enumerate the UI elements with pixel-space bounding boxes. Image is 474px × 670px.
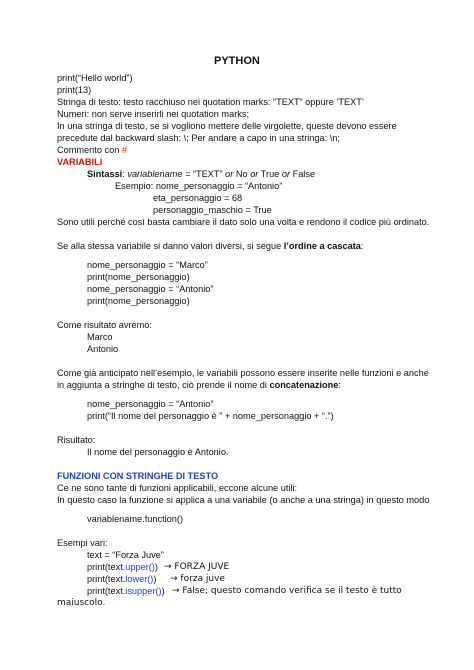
code-line-3: nome_personaggio = “Antonio” [87,284,214,294]
concat-bold: concatenazione [269,380,339,390]
cascade-line [57,240,363,252]
funzioni-line-1: Ce ne sono tante di funzioni applicabili, eccone alcune utili: [57,483,298,493]
intro-line-4: Numeri: non serve inserirli nei quotation marks; [57,109,249,119]
isupper-prefix: print(text. [87,586,126,596]
syntax-false: False [290,169,316,179]
lower-method: lower() [125,574,154,584]
risultato-text: Il nome del personaggio è Antonio. [87,447,229,457]
concat-line-2 [57,379,341,391]
funzioni-line-2: In questo caso la funzione si applica a una variabile (o anche a una stringa) in questo modo [57,495,430,505]
example-text-assign: text = “Forza Juve” [87,550,164,560]
cascade-bold: l’ordine a cascata [283,241,361,251]
lower-suffix: ) [153,574,157,584]
intro-line-7 [57,144,127,156]
heading-funzioni: FUNZIONI CON STRINGHE DI TESTO [57,471,219,481]
heading-variabili: VARIABILI [57,157,103,167]
upper-prefix: print(text. [87,562,126,572]
intro-line-2: print(13) [57,85,92,95]
risultato-label: Risultato: [57,435,96,445]
concat-colon: : [338,380,341,390]
concat-text: in aggiunta a stringhe di testo, ciò prende il nome di [57,380,270,390]
syntax-or-3: or [281,169,291,179]
intro-line-3: Stringa di testo: testo racchiuso nei quotation marks: “TEXT” oppure ‘TEXT’ [57,97,364,107]
code-line-6: print(“Il nome del personaggio è ” + nome_personaggio + “.”) [87,411,334,421]
examples-label: Esempi vari: [57,538,108,548]
lower-prefix: print(text. [87,574,126,584]
syntax-or-2: or [250,169,259,179]
example-isupper-result: → False; questo comando verifica se il testo è tutto [172,586,402,596]
example-line-1: Esempio: nome_personaggio = “Antonio” [115,181,283,191]
intro-line-1: print(“Hello world”) [57,73,133,83]
variables-note: Sono utili perché così basta cambiare il dato solo una volta e rendono il codice più ordinato. [57,217,430,227]
syntax-line [87,168,315,180]
cascade-colon: : [360,241,364,251]
code-line-4: print(nome_personaggio) [87,296,190,306]
function-syntax-code: variablename.function() [87,514,184,524]
syntax-label: Sintassi [87,169,123,179]
isupper-suffix: ) [161,586,165,596]
upper-suffix: ) [154,562,158,572]
syntax-sep: : [122,169,128,179]
isupper-method: isupper() [125,586,162,596]
syntax-no: No [235,169,251,179]
result-value-2: Antonio [87,344,119,354]
example-lower [87,573,156,585]
example-upper [87,561,158,573]
example-lower-result: → forza juve [170,574,225,584]
syntax-eq: = “TEXT” [182,169,223,179]
page-title: PYTHON [214,55,260,67]
syntax-true: True [258,169,282,179]
syntax-var: variablename [127,169,183,179]
example-line-3: personaggio_maschio = True [153,205,272,215]
code-line-5: nome_personaggio = “Antonio” [87,399,214,409]
upper-method: upper() [125,562,155,572]
code-line-1: nome_personaggio = “Marco” [87,260,208,270]
syntax-or-1: or [222,169,236,179]
example-line-2: eta_personaggio = 68 [153,193,243,203]
example-isupper [87,585,165,597]
concat-line-1: Come già anticipato nell’esempio, le variabili possono essere inserite nelle funzioni e anche [57,368,429,378]
result-label: Come risultato avremo: [57,320,152,330]
result-value-1: Marco [87,332,113,342]
code-line-2: print(nome_personaggio) [87,272,190,282]
cascade-text: Se alla stessa variabile si danno valori diversi, si segue [57,241,284,251]
comment-text: Commento con [57,145,122,155]
example-isupper-continuation: maiuscolo. [57,598,106,608]
intro-line-5: In una stringa di testo, se si vogliono mettere delle virgolette, queste devono essere [57,121,397,131]
intro-line-6: precedute dal backward slash: \; Per andare a capo in una stringa: \n; [57,133,340,143]
comment-symbol: # [121,145,127,155]
example-upper-result: → FORZA JUVE [164,562,230,572]
